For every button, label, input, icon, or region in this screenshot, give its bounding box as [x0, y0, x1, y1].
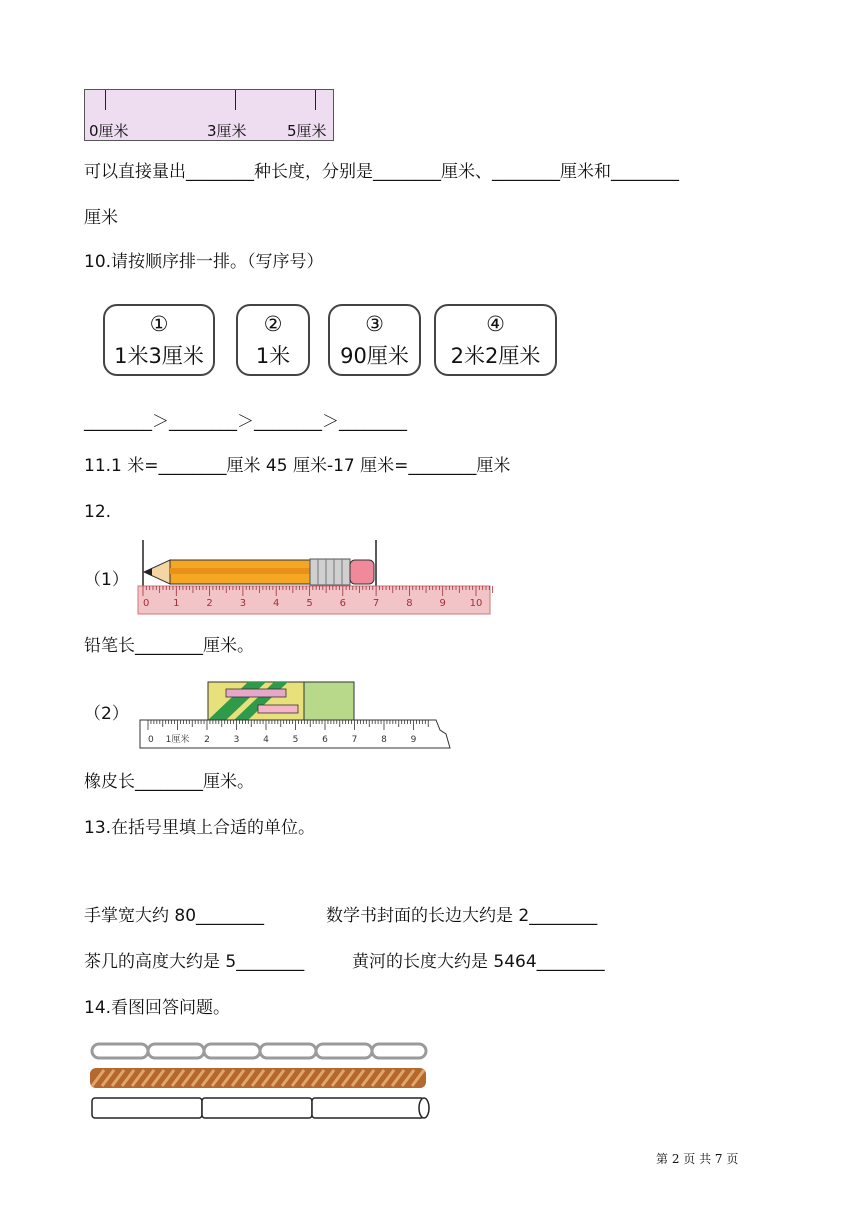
option-number: ② [263, 312, 283, 336]
ruler-label: 3厘米 [207, 122, 247, 140]
ruler-tick-label: 0 [143, 598, 150, 609]
option-value: 1米 [255, 344, 291, 368]
ruler-tick [315, 90, 316, 110]
q12-title: 12. [84, 502, 112, 522]
ruler-tick-label: 6 [322, 735, 328, 745]
q11-text: 11.1 米=________厘米 45 厘米-17 厘米=________厘米 [84, 456, 511, 476]
pencil-ruler-figure [136, 540, 496, 618]
ruler-tick-label: 1 [173, 598, 180, 609]
option-value: 2米2厘米 [450, 344, 541, 368]
q9-line2: 厘米 [84, 208, 118, 228]
q13-row1-left: 手掌宽大约 80________ [84, 906, 265, 926]
chain-rope-straw-figure [88, 1040, 433, 1122]
ruler-label: 0厘米 [89, 122, 129, 140]
option-card [434, 304, 557, 376]
q13-row2-left: 茶几的高度大约是 5________ [84, 952, 305, 972]
option-card [236, 304, 310, 376]
q13-title: 13.在括号里填上合适的单位。 [84, 818, 316, 838]
ruler-tick-label: 5 [292, 735, 299, 745]
q12-part1-label: （1） [84, 570, 129, 590]
q12-part2-label: （2） [84, 704, 129, 724]
q13-row2-right: 黄河的长度大约是 5464________ [352, 952, 605, 972]
option-number: ④ [486, 312, 505, 336]
ruler-tick-label: 5 [306, 598, 313, 609]
ruler-tick-label: 0 [148, 735, 154, 745]
q13-row1-right: 数学书封面的长边大约是 2________ [326, 906, 598, 926]
straw-image [92, 1098, 429, 1118]
q10-title: 10.请按顺序排一排。（写序号） [84, 252, 324, 272]
rope-image [90, 1068, 426, 1088]
ruler-tick-label: 3 [239, 598, 247, 609]
q9-line1: 可以直接量出________种长度，分别是________厘米、________厘米和________ [84, 162, 679, 182]
ruler-tick-label: 4 [263, 735, 269, 745]
option-card [328, 304, 421, 376]
ruler-tick-label: 2 [204, 735, 210, 745]
q12-part2-answer: 橡皮长________厘米。 [84, 772, 254, 792]
ruler-tick-label: 7 [351, 735, 358, 745]
q12-part1-answer: 铅笔长________厘米。 [84, 636, 254, 656]
option-number: ③ [365, 312, 384, 336]
ruler-tick-label: 7 [372, 598, 380, 609]
ruler-tick-label: 9 [410, 735, 417, 745]
option-value: 90厘米 [340, 344, 409, 368]
ruler-tick-label: 8 [381, 735, 387, 745]
option-card [103, 304, 215, 376]
chain-image [92, 1044, 426, 1058]
q10-answer: ________＞________＞________＞________ [84, 412, 407, 432]
ruler-tick-label: 3 [233, 735, 240, 745]
ruler-tick [235, 90, 236, 110]
ruler-tick-label: 9 [439, 598, 446, 609]
option-number: ① [149, 312, 169, 336]
q14-title: 14.看图回答问题。 [84, 998, 231, 1018]
ruler-tick-label: 8 [406, 598, 413, 609]
page-footer: 第 2 页 共 7 页 [656, 1152, 739, 1166]
ruler-tick-label: 2 [206, 598, 213, 609]
ruler-figure-top [84, 89, 334, 141]
ruler-tick-label: 4 [273, 598, 280, 609]
option-value: 1米3厘米 [114, 344, 204, 368]
ruler-tick-label: 1厘米 [165, 735, 190, 745]
ruler-tick [105, 90, 106, 110]
eraser-ruler-figure [138, 670, 458, 752]
ruler-tick-label: 10 [469, 598, 483, 609]
ruler-label: 5厘米 [287, 122, 327, 140]
ruler-tick-label: 6 [339, 598, 346, 609]
